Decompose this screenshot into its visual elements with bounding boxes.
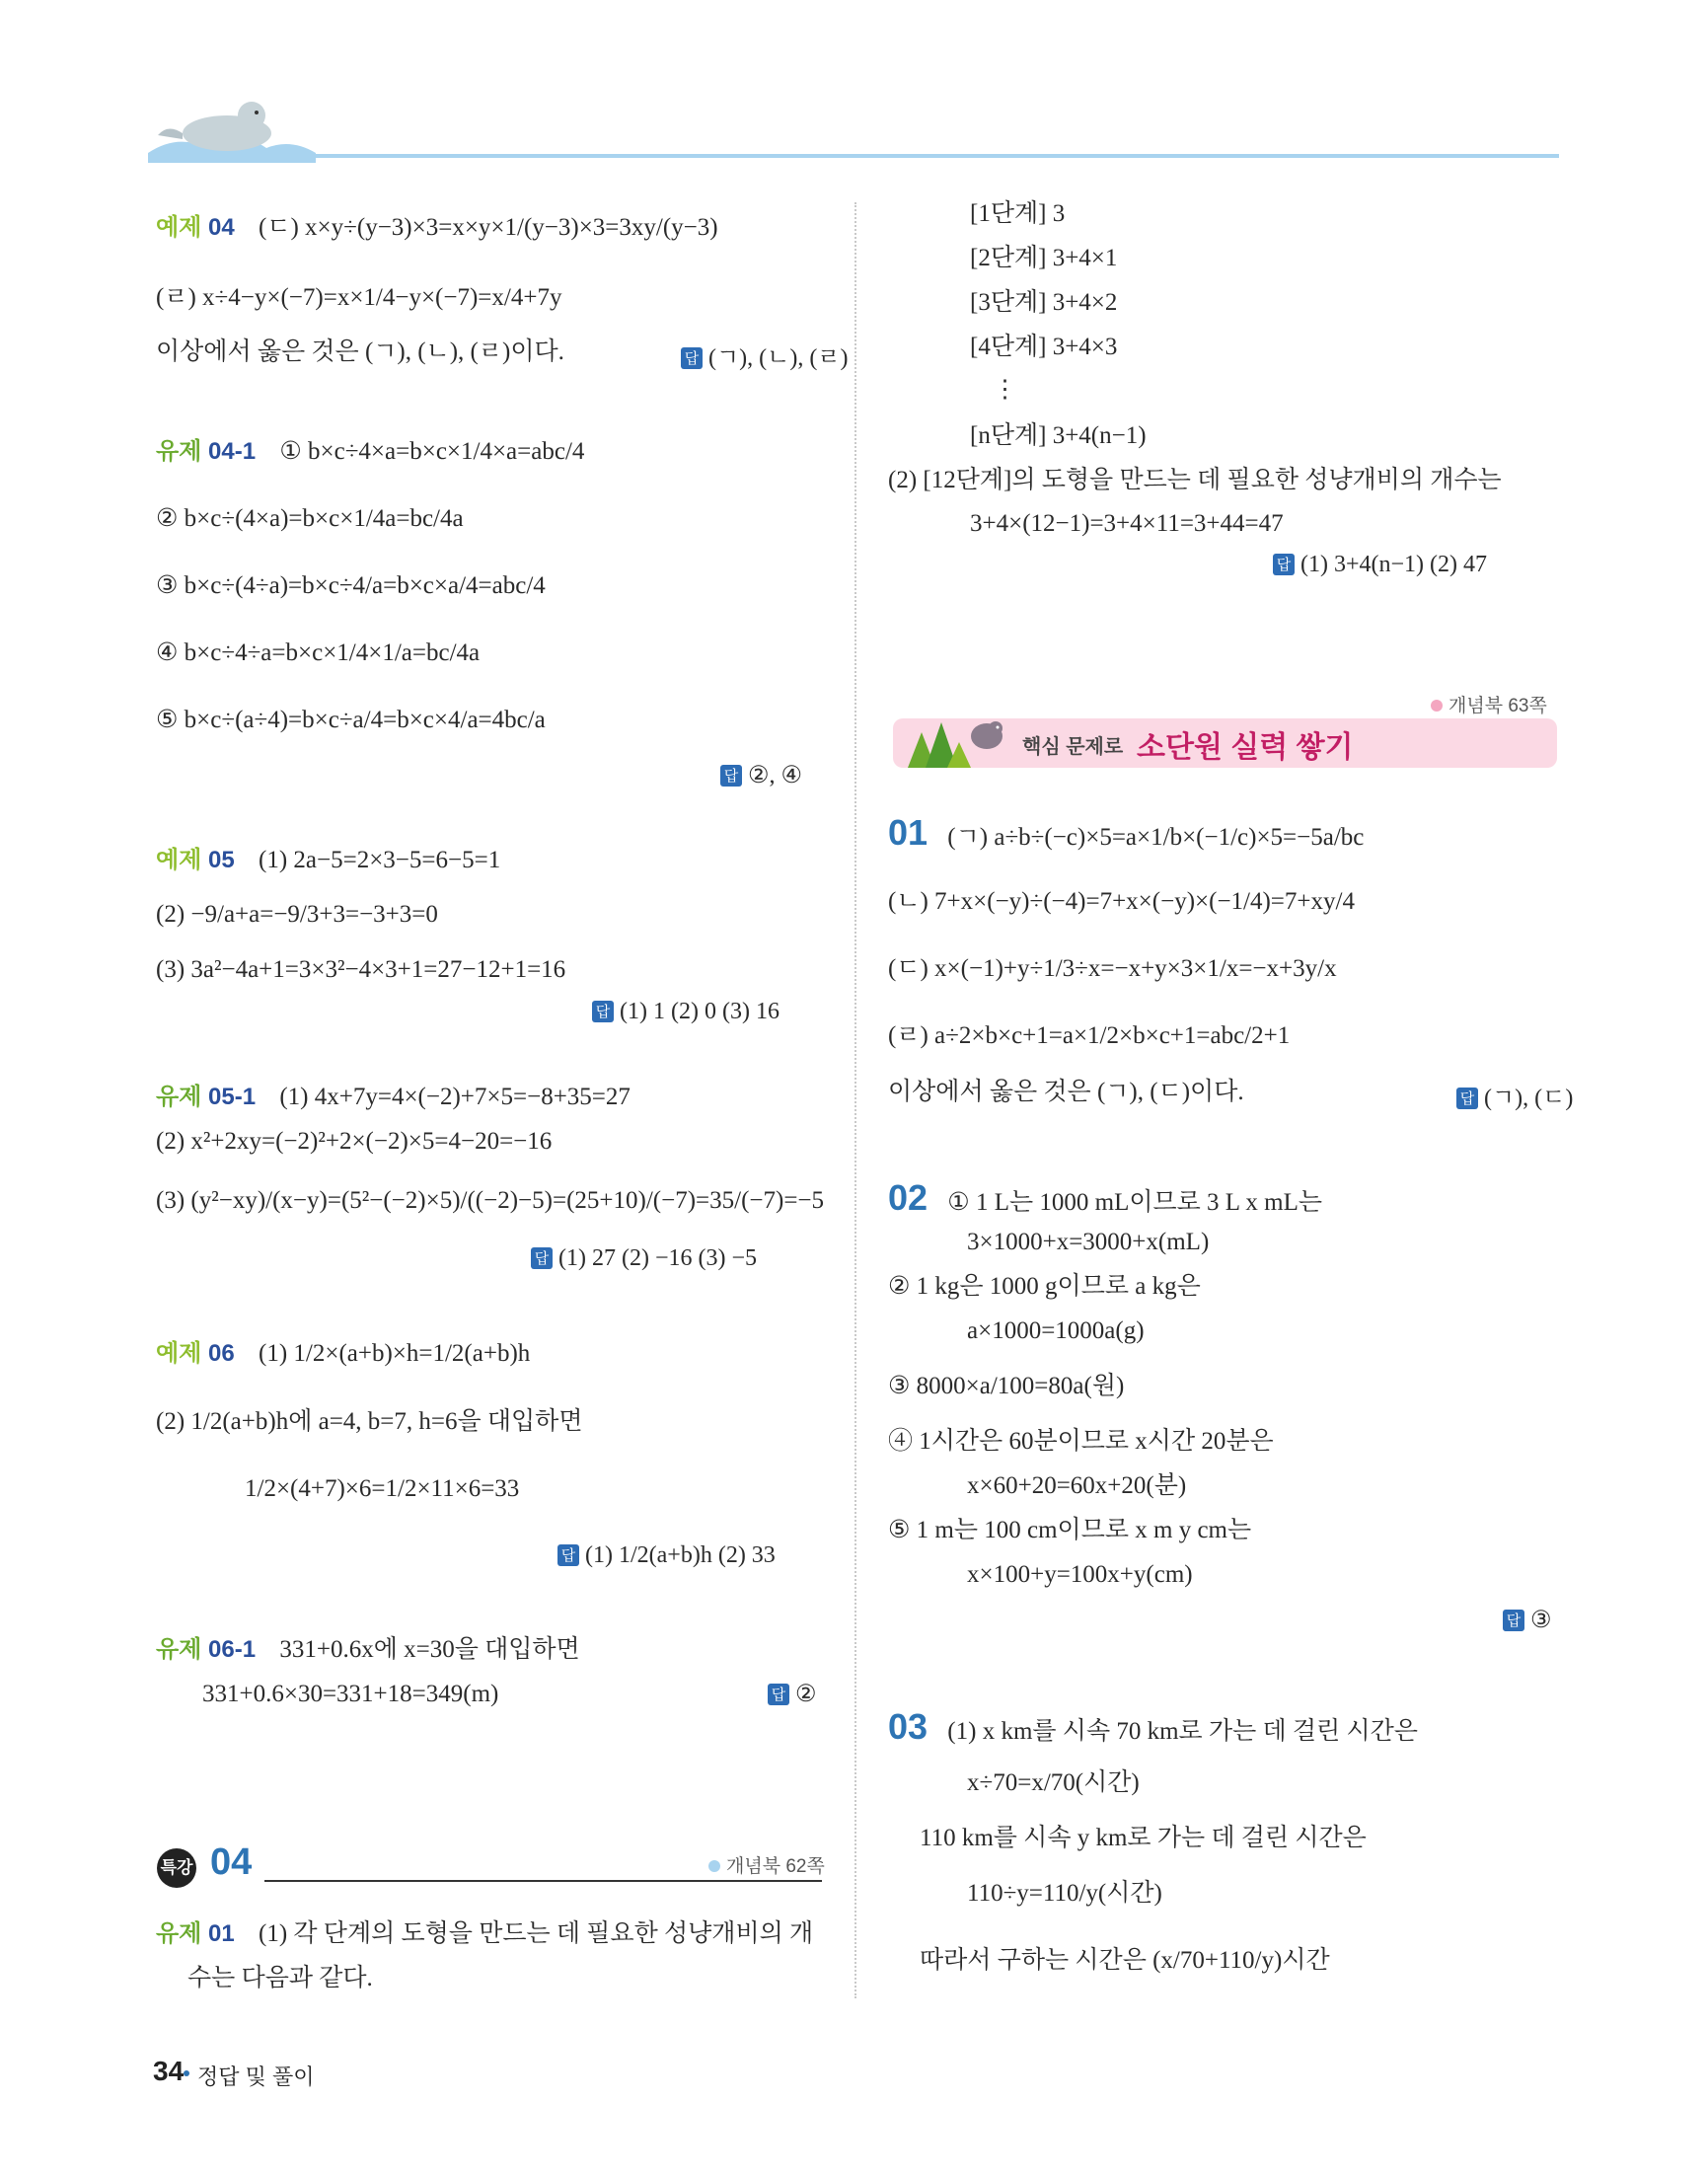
q03-line-3: 110 km를 시속 y km로 가는 데 걸린 시간은: [920, 1825, 1367, 1851]
answer-icon: 답: [531, 1247, 553, 1269]
var06-text-1: 331+0.6x에 x=30을 대입하면: [279, 1636, 580, 1663]
answer-icon: 답: [557, 1544, 579, 1566]
var06-label: 유제 06-1: [156, 1636, 257, 1663]
q02-line-5: ③ 8000×a/100=80a(원): [888, 1373, 1125, 1399]
answer-icon: 답: [1273, 554, 1295, 575]
q01-line-4: (ㄹ) a÷2×b×c+1=a×1/2×b×c+1=abc/2+1: [888, 1022, 1291, 1049]
step-3: [3단계] 3+4×2: [970, 289, 1118, 316]
column-divider: [854, 202, 856, 1998]
ex05-line-3: (3) 3a²−4a+1=3×3²−4×3+1=27−12+1=16: [156, 956, 566, 983]
special-ref: 개념북 62쪽: [708, 1851, 825, 1878]
answer-icon: 답: [1503, 1610, 1524, 1631]
ex04-line-1: [156, 211, 718, 245]
ex06-line-2: (2) 1/2(a+b)h에 a=4, b=7, h=6을 대입하면: [156, 1408, 583, 1435]
q02-line-3: ② 1 kg은 1000 g이므로 a kg은: [888, 1273, 1201, 1300]
ex04-line-2: (ㄹ) x÷4−y×(−7)=x×1/4−y×(−7)=x/4+7y: [156, 284, 562, 311]
var04-text-1: ① b×c÷4×a=b×c×1/4×a=abc/4: [279, 438, 585, 465]
special-rule: [264, 1880, 822, 1882]
ex06-line-1: [156, 1337, 530, 1371]
steps-part2-line-2: 3+4×(12−1)=3+4×11=3+44=47: [970, 510, 1284, 537]
steps-answer: 답 (1) 3+4(n−1) (2) 47: [1273, 552, 1487, 578]
q03-text-1: (1) x km를 시속 70 km로 가는 데 걸린 시간은: [947, 1718, 1418, 1745]
ex06-label: 예제 06: [156, 1340, 235, 1367]
page-number: 34: [153, 2056, 185, 2086]
step-4: [4단계] 3+4×3: [970, 334, 1118, 360]
banner-ref: 개념북 63쪽: [1431, 691, 1547, 717]
var05-answer: 답 (1) 27 (2) −16 (3) −5: [531, 1245, 757, 1272]
var05-text-1: (1) 4x+7y=4×(−2)+7×5=−8+35=27: [279, 1084, 631, 1110]
q02-line-9: x×100+y=100x+y(cm): [967, 1561, 1193, 1588]
answer-icon: 답: [768, 1684, 789, 1705]
ex04-line-3: 이상에서 옳은 것은 (ㄱ), (ㄴ), (ㄹ)이다.: [156, 338, 564, 365]
ex05-line-2: (2) −9/a+a=−9/3+3=−3+3=0: [156, 901, 438, 928]
ex06-answer: 답 (1) 1/2(a+b)h (2) 33: [557, 1542, 776, 1569]
q01-line-5: 이상에서 옳은 것은 (ㄱ), (ㄷ)이다.: [888, 1079, 1244, 1105]
var01-line-1: [156, 1917, 813, 1951]
special-badge: 특강: [157, 1848, 196, 1888]
q02-line-8: ⑤ 1 m는 100 cm이므로 x m y cm는: [888, 1517, 1252, 1543]
q01-line-2: (ㄴ) 7+x×(−y)÷(−4)=7+x×(−y)×(−1/4)=7+xy/4: [888, 888, 1355, 915]
q03-line-5: 따라서 구하는 시간은 (x/70+110/y)시간: [920, 1947, 1330, 1974]
header-rule: [153, 154, 1559, 158]
q03-line-4: 110÷y=110/y(시간): [967, 1880, 1162, 1907]
var04-line-5: ⑤ b×c÷(a÷4)=b×c÷a/4=b×c×4/a=4bc/a: [156, 707, 546, 733]
step-n: [n단계] 3+4(n−1): [970, 422, 1147, 449]
q01-line-3: (ㄷ) x×(−1)+y÷1/3÷x=−x+y×3×1/x=−x+3y/x: [888, 955, 1337, 982]
q02-line-1: [888, 1177, 1323, 1220]
var01-text-1: (1) 각 단계의 도형을 만드는 데 필요한 성냥개비의 개: [259, 1920, 814, 1947]
step-2: [2단계] 3+4×1: [970, 245, 1118, 271]
banner-title: 소단원 실력 쌓기: [1137, 731, 1354, 764]
ex04-label: 예제 04: [156, 214, 235, 241]
q01-number: 01: [888, 812, 928, 853]
footer-dot: [184, 2070, 189, 2076]
ex05-line-1: [156, 844, 500, 877]
var05-line-1: [156, 1081, 631, 1114]
var06-line-1: [156, 1633, 580, 1667]
var04-line-2: ② b×c÷(4×a)=b×c×1/4a=bc/4a: [156, 505, 464, 532]
var01-label: 유제 01: [156, 1920, 235, 1947]
var06-answer: 답 ②: [768, 1680, 817, 1708]
footer-title: 정답 및 풀이: [197, 2064, 315, 2089]
q02-answer: 답 ③: [1503, 1606, 1552, 1634]
var05-line-3: (3) (y²−xy)/(x−y)=(5²−(−2)×5)/((−2)−5)=(25+10)/(−7)=35/(−7)=−5: [156, 1187, 825, 1214]
seal-mascot-icon: [148, 94, 316, 163]
q03-line-1: [888, 1706, 1418, 1749]
ex06-line-3: 1/2×(4+7)×6=1/2×11×6=33: [245, 1475, 520, 1502]
q03-number: 03: [888, 1706, 928, 1747]
q01-text-1: (ㄱ) a÷b÷(−c)×5=a×1/b×(−1/c)×5=−5a/bc: [947, 824, 1365, 851]
answer-icon: 답: [681, 347, 703, 369]
ex05-answer: 답 (1) 1 (2) 0 (3) 16: [592, 999, 780, 1025]
var06-line-2: 331+0.6×30=331+18=349(m): [202, 1681, 499, 1707]
ex06-text-1: (1) 1/2×(a+b)×h=1/2(a+b)h: [259, 1340, 531, 1367]
answer-icon: 답: [720, 765, 742, 787]
answer-icon: 답: [1456, 1088, 1478, 1109]
q02-line-2: 3×1000+x=3000+x(mL): [967, 1229, 1210, 1255]
var04-line-3: ③ b×c÷(4÷a)=b×c÷4/a=b×c×a/4=abc/4: [156, 572, 546, 599]
ex05-text-1: (1) 2a−5=2×3−5=6−5=1: [259, 847, 501, 873]
q01-line-1: [888, 812, 1365, 855]
ex04-text-1: (ㄷ) x×y÷(y−3)×3=x×y×1/(y−3)×3=3xy/(y−3): [259, 214, 718, 241]
special-number: 04: [210, 1841, 253, 1883]
steps-part2-line-1: (2) [12단계]의 도형을 만드는 데 필요한 성냥개비의 개수는: [888, 467, 1502, 493]
var04-answer: 답 ②, ④: [720, 761, 802, 789]
var05-label: 유제 05-1: [156, 1084, 257, 1110]
q02-number: 02: [888, 1177, 928, 1218]
q02-text-1: ① 1 L는 1000 mL이므로 3 L x mL는: [947, 1189, 1323, 1216]
var04-line-1: [156, 435, 584, 469]
step-1: [1단계] 3: [970, 200, 1066, 227]
var04-line-4: ④ b×c÷4÷a=b×c×1/4×1/a=bc/4a: [156, 639, 481, 666]
var04-label: 유제 04-1: [156, 438, 257, 465]
q03-line-2: x÷70=x/70(시간): [967, 1769, 1140, 1796]
tree-bird-icon: [898, 703, 1016, 772]
var01-line-2: 수는 다음과 같다.: [187, 1965, 373, 1991]
q02-line-4: a×1000=1000a(g): [967, 1317, 1145, 1344]
answer-icon: 답: [592, 1001, 614, 1022]
step-dots: ⋮: [993, 376, 1017, 403]
q01-answer: 답 (ㄱ), (ㄷ): [1456, 1078, 1573, 1112]
ex05-label: 예제 05: [156, 847, 235, 873]
q02-line-7: x×60+20=60x+20(분): [967, 1472, 1187, 1499]
banner-subtitle: 핵심 문제로: [1022, 736, 1124, 758]
ex04-answer: 답 (ㄱ), (ㄴ), (ㄹ): [681, 338, 849, 372]
q02-line-6: ④ 1시간은 60분이므로 x시간 20분은: [888, 1428, 1274, 1455]
var05-line-2: (2) x²+2xy=(−2)²+2×(−2)×5=4−20=−16: [156, 1128, 553, 1155]
